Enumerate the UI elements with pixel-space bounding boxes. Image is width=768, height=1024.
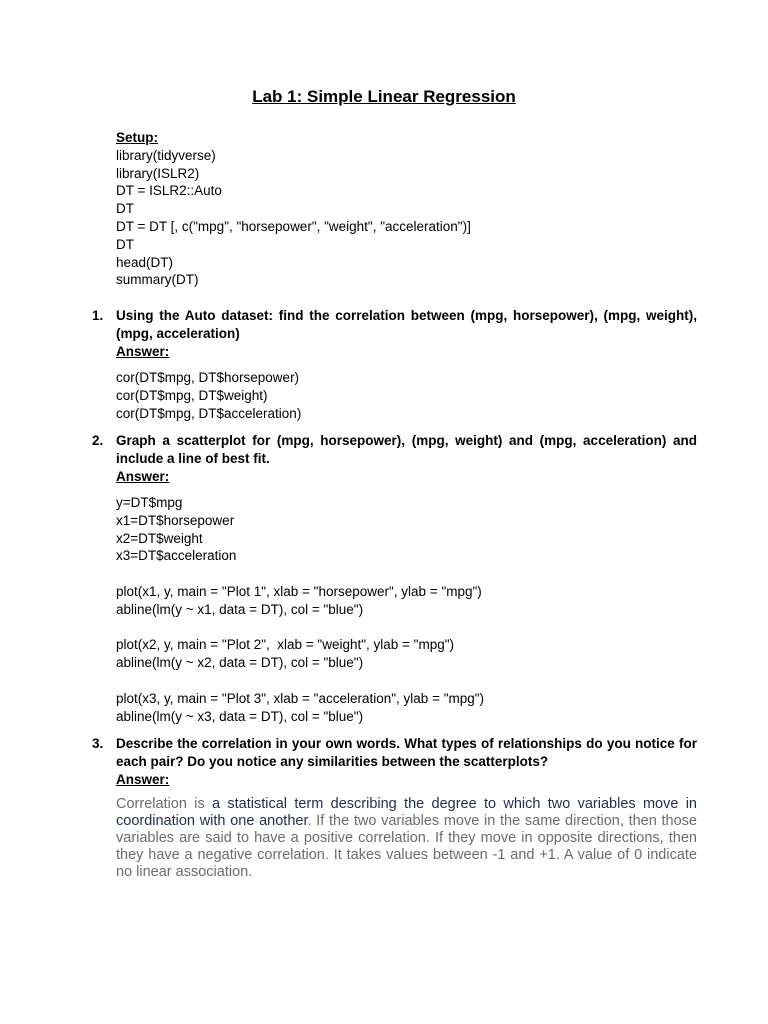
- document-title: Lab 1: Simple Linear Regression: [252, 87, 516, 106]
- answer-3: [116, 771, 169, 789]
- code-line: cor(DT$mpg, DT$acceleration): [116, 405, 302, 421]
- question-number: 3.: [92, 736, 104, 751]
- code-line: abline(lm(y ~ x3, data = DT), col = "blue"): [116, 708, 364, 724]
- question-text: Describe the correlation in your own words. What types of relationships do you notice for each pair? Do you notice any similarities between the scatterplots?: [116, 736, 697, 769]
- code-line: cor(DT$mpg, DT$weight): [116, 387, 268, 403]
- setup-code-line: DT: [116, 236, 134, 252]
- code-line: plot(x1, y, main = "Plot 1", xlab = "horsepower", ylab = "mpg"): [116, 583, 482, 599]
- paragraph-part: Correlation is: [116, 796, 213, 812]
- code-line: plot(x3, y, main = "Plot 3", xlab = "acceleration", ylab = "mpg"): [116, 690, 485, 706]
- code-line: [116, 565, 484, 583]
- code-line: x3=DT$acceleration: [116, 548, 237, 564]
- question-text: Graph a scatterplot for (mpg, horsepower), (mpg, weight) and (mpg, acceleration) and include a line of best fit.: [116, 433, 697, 466]
- setup-section: [116, 129, 471, 289]
- code-line: x2=DT$weight: [116, 530, 203, 546]
- setup-code-line: summary(DT): [116, 272, 199, 288]
- setup-code-line: DT = ISLR2::Auto: [116, 183, 222, 199]
- code-line: plot(x2, y, main = "Plot 2", xlab = "weight", ylab = "mpg"): [116, 637, 455, 653]
- answer-paragraph: [116, 796, 697, 881]
- code-line: y=DT$mpg: [116, 495, 183, 510]
- setup-code-line: DT: [116, 201, 134, 217]
- answer-label: Answer:: [116, 344, 170, 359]
- setup-code-line: DT = DT [, c("mpg", "horsepower", "weight", "acceleration")]: [116, 218, 471, 234]
- paragraph-definition: a statistical term describing the degree to which two variables move in coordination with one another: [116, 796, 698, 829]
- code-line: [116, 672, 484, 690]
- code-line: abline(lm(y ~ x2, data = DT), col = "blue"): [116, 655, 364, 671]
- question-number: 2.: [92, 433, 104, 448]
- code-line: [116, 619, 484, 637]
- code-line: abline(lm(y ~ x1, data = DT), col = "blue"): [116, 601, 364, 617]
- code-line: cor(DT$mpg, DT$horsepower): [116, 370, 300, 385]
- answer-label: Answer:: [116, 469, 170, 484]
- answer-1: [116, 343, 169, 361]
- answer-1-code: [116, 369, 301, 422]
- question-number: 1.: [92, 308, 104, 323]
- paragraph-part: . If the two variables move in the same direction, then those variables are said to have a positive correlation. If they move in opposite directions, then they have a negative correlation. It takes values between -1 and +1. A value of 0 indicate no linear association.: [116, 812, 697, 880]
- code-line: x1=DT$horsepower: [116, 512, 235, 528]
- answer-label: Answer:: [116, 772, 170, 787]
- question-text: Using the Auto dataset: find the correlation between (mpg, horsepower), (mpg, weight), (mpg, acceleration): [116, 308, 697, 341]
- answer-2-code: [116, 494, 484, 725]
- answer-2: [116, 468, 169, 486]
- setup-code-line: library(ISLR2): [116, 165, 200, 181]
- setup-code-line: library(tidyverse): [116, 147, 216, 163]
- setup-code-line: head(DT): [116, 254, 174, 270]
- setup-heading: Setup:: [116, 130, 158, 145]
